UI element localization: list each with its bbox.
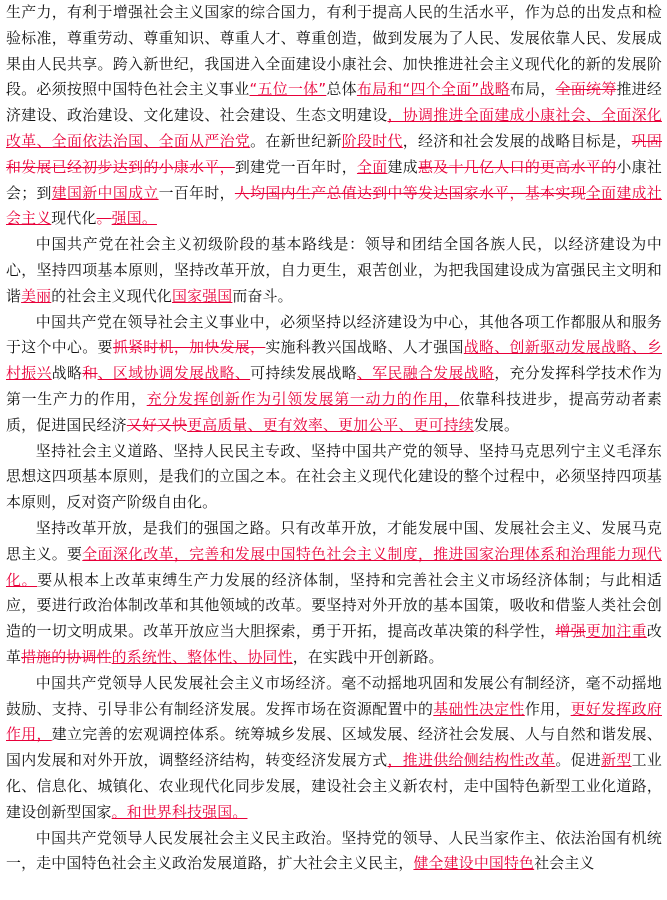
inserted-text: 基础性决定性 (433, 699, 525, 718)
inserted-text: 、区域协调发展战略、 (97, 364, 251, 383)
inserted-text: 布局和“四个全面”战略 (356, 80, 510, 99)
body-text: ，在实践中开创新路。 (292, 647, 444, 666)
body-text: 要从根本上改革束缚生产力发展的经济体制，坚持和完善社会主义市场经济体制；与此相适应，要进行政治体制改革和其他领域的改革。要坚持对外开放的基本国策，吸收和借鉴人类社会创造的一切文明成果。改革开放应当大胆探索，勇于开拓，提高改革决策的科学性， (6, 570, 662, 641)
body-text: 现代化 (51, 209, 97, 228)
inserted-text: “五位一体” (249, 80, 327, 99)
inserted-text: 新型 (601, 751, 632, 770)
body-text: 生产力，有利于增强社会主义国家的综合国力，有利于提高人民的生活水平，作为总的出发点和检验标准，尊重劳动、尊重知识、尊重人才、尊重创造，做到发展为了人民、发展依靠人民、发展成果由人民共享。跨入新世纪，我国进入全面建设小康社会、加快推进社会主义现代化的新的发展阶段。必须按照中国特色社会主义事业 (6, 3, 662, 99)
body-text: 坚持改革开放，是我们的强国之路。只有改革开放，才能发展中国、发展社会主义、发展马克思主义。要 (6, 518, 662, 563)
body-text: 小康社会；到 (6, 157, 663, 202)
body-text: 建成 (387, 157, 419, 176)
body-text: ，经济和社会发展的战略目标是， (402, 131, 632, 150)
document-body (6, 0, 662, 877)
paragraph (6, 439, 662, 516)
inserted-text: 阶段时代 (341, 131, 403, 150)
paragraph (6, 232, 662, 309)
inserted-text: 全面 (356, 157, 388, 176)
deleted-text: 人均国内生产总值达到中等发达国家水平，基本实现 (234, 183, 586, 202)
body-text: 的社会主义现代化 (51, 286, 173, 305)
inserted-text: 更高质量、更有效率、更加公平、更可持续 (187, 415, 474, 434)
deleted-text: 。 (96, 209, 112, 228)
inserted-text: 健全建设中国特色 (413, 854, 535, 873)
body-text: ，充分发挥科学技术作为第一生产力的作用， (6, 364, 662, 408)
paragraph (6, 516, 662, 671)
body-text: 改革 (6, 622, 663, 666)
inserted-text: 全面建成社会主义 (6, 183, 662, 228)
inserted-text: ，推进供给侧结构性改革 (387, 751, 556, 770)
paragraph (6, 671, 662, 826)
inserted-text: 。和世界科技强国。 (111, 802, 248, 821)
inserted-text: 充分发挥创新作为引领发展第一动力的作用， (146, 389, 460, 408)
body-text: 作用， (524, 699, 571, 718)
body-text: 。促进 (555, 751, 602, 770)
deleted-text: 又好又快 (126, 415, 188, 434)
deleted-text: 增强 (555, 622, 586, 641)
paragraph (6, 310, 662, 439)
inserted-text: ，协调推进全面建成小康社会、全面深化改革、全面依法治国、全面从严治党 (6, 106, 662, 150)
body-text: 一百年时， (158, 183, 235, 202)
body-text: 中国共产党领导人民发展社会主义民主政治。坚持党的领导、人民当家作主、依法治国有机统一，走中国特色社会主义政治发展道路，扩大社会主义民主， (6, 828, 662, 873)
deleted-text: 惠及十几亿人口的更高水平的 (418, 157, 617, 176)
body-text: 社会主义 (534, 854, 595, 873)
body-text: 总体 (326, 80, 357, 99)
body-text: 中国共产党在领导社会主义事业中，必须坚持以经济建设为中心，其他各项工作都服从和服务于这个中心。要 (6, 312, 662, 357)
inserted-text: 建国新中国成立 (51, 183, 159, 202)
deleted-text: 和 (82, 364, 98, 383)
deleted-text: 措施的协调性 (21, 647, 112, 666)
body-text: 。在新世纪新 (250, 131, 342, 150)
body-text: 布局， (509, 80, 556, 99)
inserted-text: 更加注重 (585, 622, 647, 641)
inserted-text: 全面深化改革，完善和发展中国特色社会主义制度，推进国家治理体系和治理能力现代化。 (6, 544, 662, 589)
body-text: 依靠科技进步，提高劳动者素质，促进国民经济 (6, 389, 662, 434)
paragraph (6, 0, 662, 232)
inserted-text: 战略、创新驱动发展战略、乡村振兴 (6, 338, 662, 383)
body-text: 坚持社会主义道路、坚持人民民主专政、坚持中国共产党的领导、坚持马克思列宁主义毛泽东思想这四项基本原则，是我们的立国之本。在社会主义现代化建设的整个过程中，必须坚持四项基本原则，反对资产阶级自由化。 (6, 441, 662, 512)
inserted-text: 、军民融合发展战略 (356, 364, 495, 383)
body-text: 实施科教兴国战略、人才强国 (265, 338, 464, 357)
inserted-text: 强国。 (111, 209, 157, 228)
body-text: 而奋斗。 (232, 286, 293, 305)
body-text: 可持续发展战略 (250, 364, 357, 383)
inserted-text: 的系统性、整体性、协同性 (111, 647, 293, 666)
inserted-text: 美丽 (21, 286, 52, 305)
body-text: 到建党一百年时， (234, 157, 357, 176)
inserted-text: 国家强国 (172, 286, 233, 305)
body-text: 中国共产党在社会主义初级阶段的基本路线是：领导和团结全国各族人民，以经济建设为中心，坚持四项基本原则，坚持改革开放，自力更生，艰苦创业，为把我国建设成为富强民主文明和谐 (6, 235, 662, 305)
body-text: 战略 (51, 364, 83, 383)
deleted-text: 巩固和发展已经初步达到的小康水平， (6, 131, 663, 176)
body-text: 建立完善的宏观调控体系。统筹城乡发展、区域发展、经济社会发展、人与自然和谐发展、国内发展和对外开放，调整经济结构，转变经济发展方式 (6, 725, 662, 770)
body-text: 工业化、信息化、城镇化、农业现代化同步发展，建设社会主义新农村，走中国特色新型工业化道路，建设创新型国家 (6, 751, 663, 821)
deleted-text: 抓紧时机，加快发展， (112, 338, 266, 357)
body-text: 推进经济建设、政治建设、文化建设、社会建设、生态文明建设 (6, 80, 662, 125)
body-text: 发展。 (473, 415, 520, 434)
inserted-text: 更好发挥政府作用， (6, 699, 662, 744)
body-text: 中国共产党领导人民发展社会主义市场经济。毫不动摇地巩固和发展公有制经济，毫不动摇地鼓励、支持、引导非公有制经济发展。发挥市场在资源配置中的 (6, 673, 662, 718)
paragraph (6, 826, 662, 878)
deleted-text: 全面统筹 (555, 80, 617, 99)
